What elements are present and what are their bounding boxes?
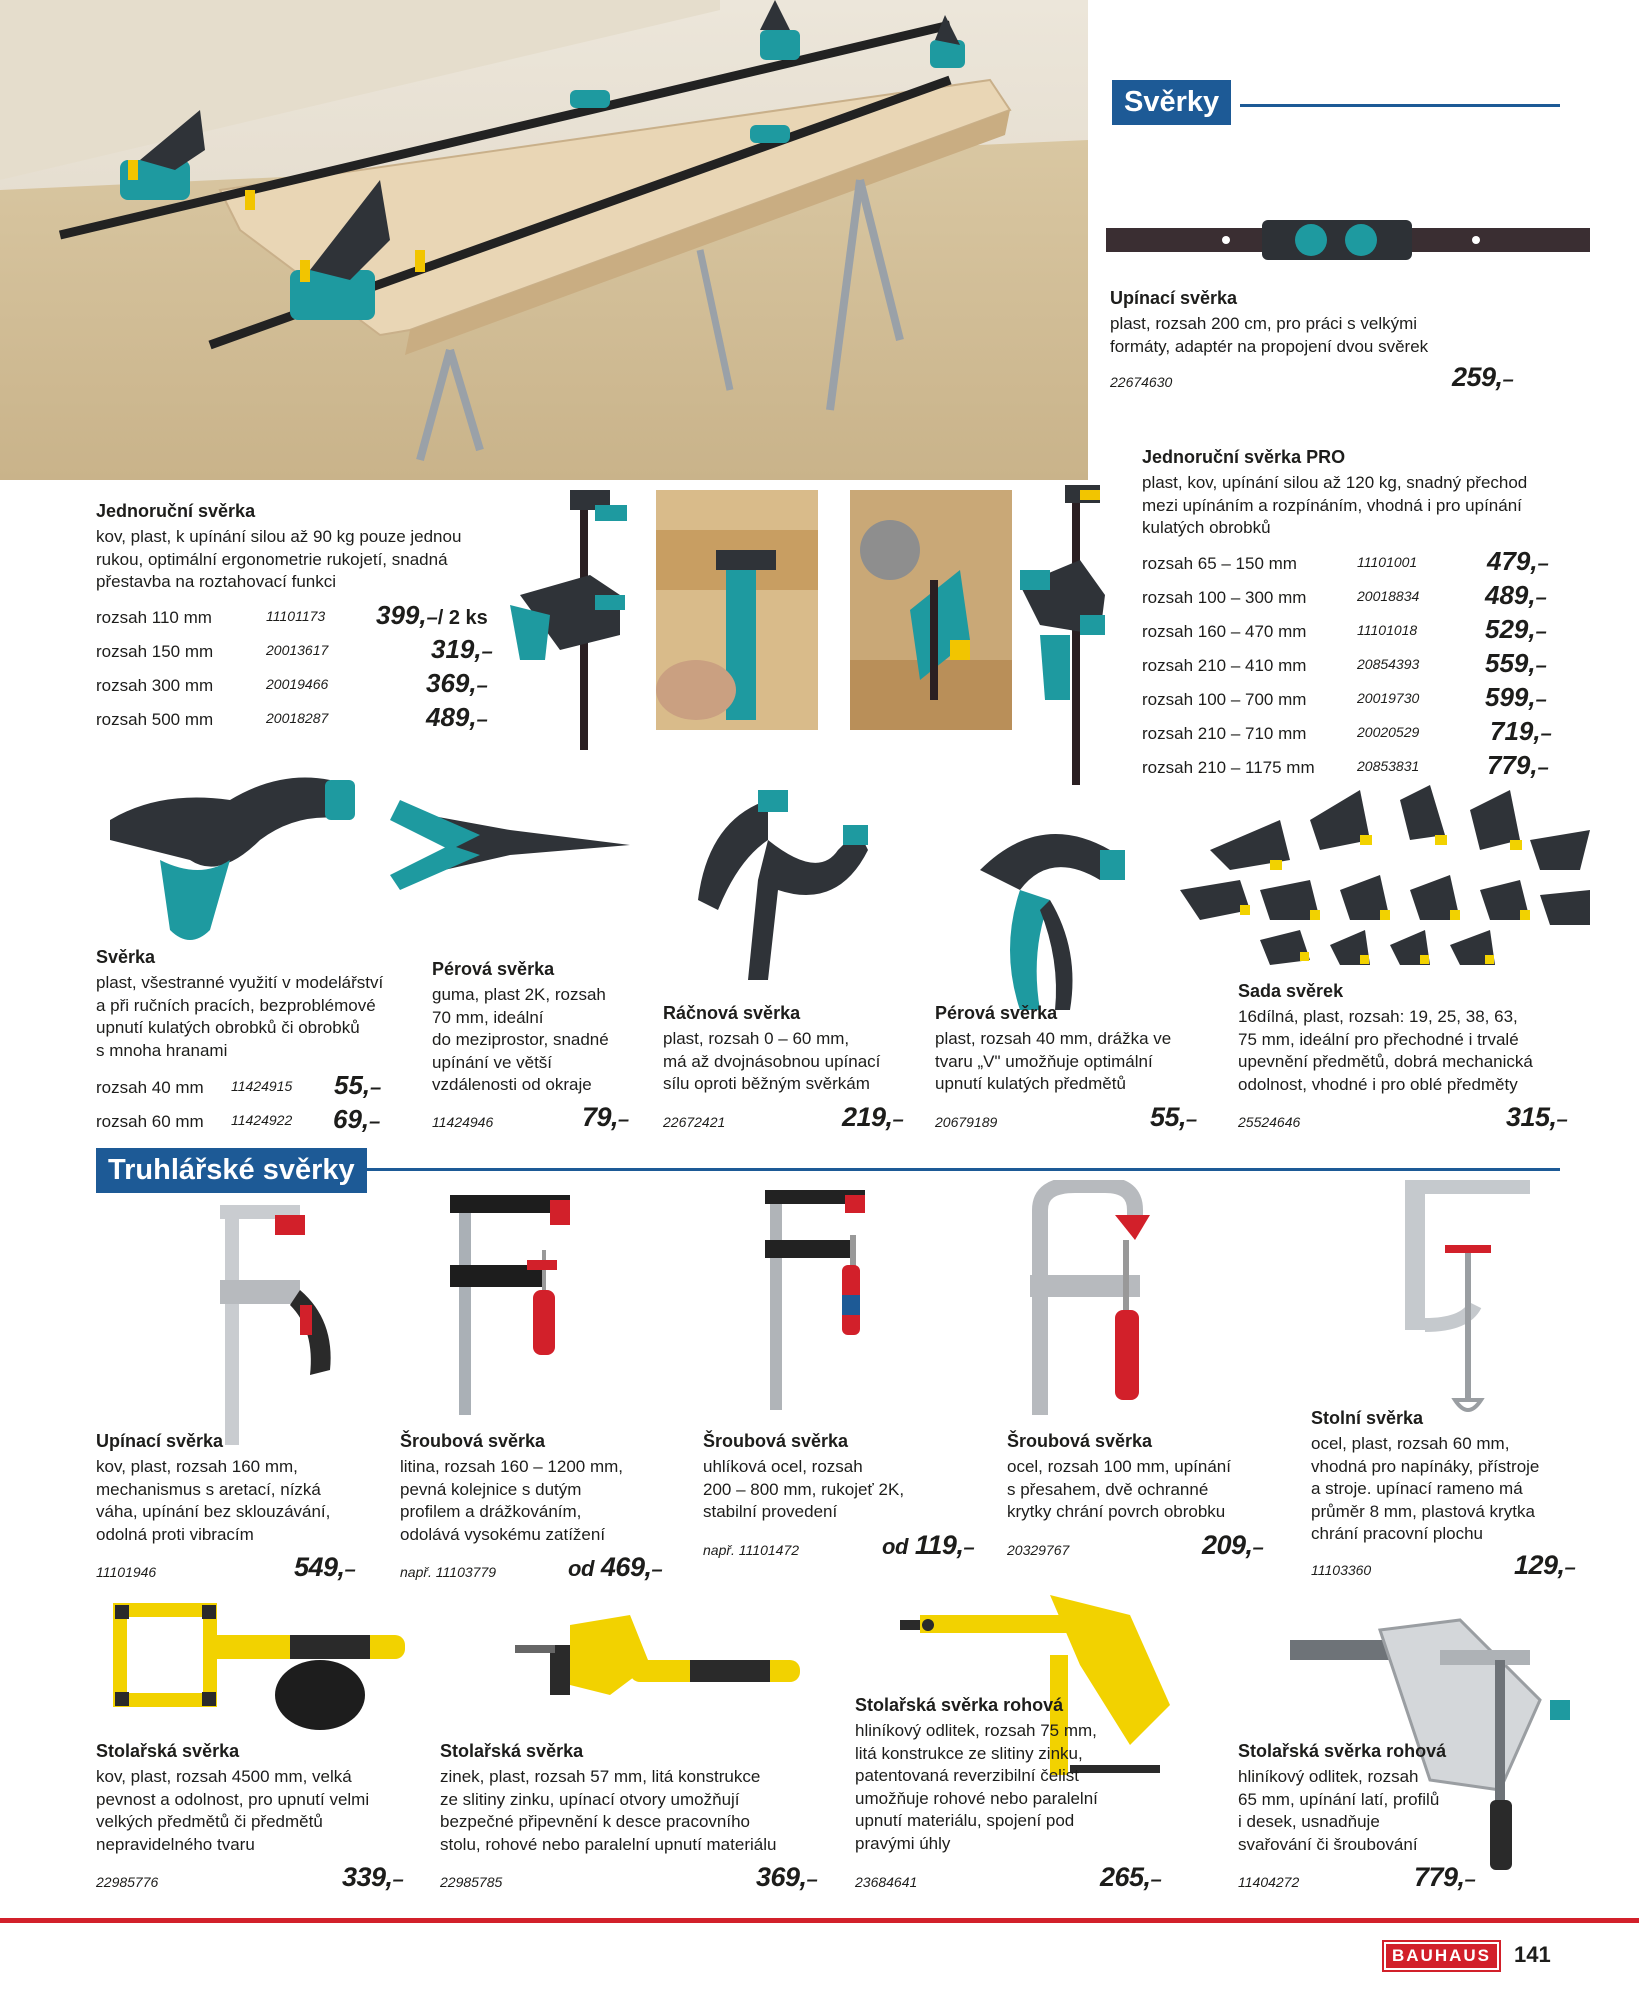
section-divider-truhlarske [360, 1168, 1560, 1171]
row-price [431, 634, 493, 665]
desc-line: stolu, rohové nebo paralelní upnutí materiálu [440, 1834, 777, 1854]
price-value: 315, [1506, 1102, 1557, 1132]
price-value: 219, [842, 1102, 893, 1132]
product-code-stolni: 11103360 [1311, 1562, 1372, 1578]
price-dash: – [1535, 689, 1547, 711]
desc-line: plast, rozsah 40 mm, drážka ve [935, 1029, 1172, 1048]
desc-line: vhodná pro napínáky, přístroje [1311, 1456, 1540, 1476]
price-dash: – [1464, 1869, 1476, 1891]
price-dash: – [1502, 369, 1514, 391]
row-label: rozsah 100 – 700 mm [1142, 690, 1307, 709]
desc-line: průměr 8 mm, plastová krytka [1311, 1501, 1535, 1521]
price-dash: – [892, 1109, 904, 1131]
product-desc-perova-2 [935, 1028, 1171, 1096]
price-row [1142, 648, 1562, 678]
desc-line: zinek, plast, rozsah 57 mm, litá konstrukce [440, 1767, 761, 1786]
row-code: 11101173 [266, 608, 326, 624]
clamp-in-use-photo-2 [850, 490, 1012, 730]
price-row [1142, 546, 1562, 576]
price-dash: – [618, 1109, 629, 1131]
desc-line: plast, kov, upínání silou až 120 kg, snadný přechod [1142, 473, 1528, 492]
price-row [1142, 614, 1562, 644]
page-number: 141 [1514, 1942, 1551, 1967]
product-desc-sada [1238, 1006, 1533, 1096]
price-value: 529, [1485, 614, 1536, 644]
product-name-rohova-2: Stolařská svěrka rohová [1238, 1741, 1447, 1761]
product-name-racnova: Ráčnová svěrka [663, 1003, 801, 1023]
product-price-sada [1506, 1102, 1567, 1133]
row-code: 11424922 [231, 1112, 293, 1128]
product-code-upinaci-top: 22674630 [1110, 374, 1173, 390]
row-code: 20854393 [1357, 656, 1420, 672]
row-label: rozsah 150 mm [96, 642, 214, 661]
price-value: 489, [1485, 580, 1536, 610]
section-divider-sverky [1240, 104, 1560, 107]
product-name-sroubova-3: Šroubová svěrka [1007, 1431, 1153, 1451]
price-dash: – [370, 1077, 382, 1099]
price-value: 209, [1202, 1530, 1253, 1560]
price-value: 69, [333, 1104, 370, 1134]
desc-line: tvaru „V" umožňuje optimální [935, 1051, 1153, 1071]
row-price [334, 1070, 381, 1101]
desc-line: nepravidelného tvaru [96, 1834, 255, 1854]
desc-line: 70 mm, ideální [432, 1007, 544, 1027]
product-name-sada: Sada svěrek [1238, 981, 1344, 1001]
product-price-stolarska-1 [342, 1862, 403, 1893]
price-value: 129, [1514, 1550, 1565, 1580]
product-desc-rohova-1 [855, 1720, 1098, 1855]
product-desc-jednorucni-pro [1142, 472, 1527, 540]
desc-line: guma, plast 2K, rozsah [432, 985, 606, 1004]
row-label: rozsah 210 – 410 mm [1142, 656, 1307, 675]
desc-line: hliníkový odlitek, rozsah [1238, 1767, 1419, 1786]
row-label: rozsah 40 mm [96, 1078, 204, 1097]
desc-line: 75 mm, ideální pro přechodné i trvalé [1238, 1029, 1519, 1049]
desc-line: a při ručních pracích, bezproblémové [96, 995, 376, 1015]
row-code: 20018287 [266, 710, 329, 726]
desc-line: odolnost, vhodné i pro oblé předměty [1238, 1074, 1518, 1094]
perova-svarka-2-image [960, 810, 1130, 1010]
price-dash: – [344, 1559, 356, 1581]
price-dash: – [1537, 757, 1549, 779]
stolarska-svarka-1-image [110, 1600, 410, 1740]
desc-line: plast, rozsah 200 cm, pro práci s velkými [1110, 314, 1418, 333]
price-value: 369, [426, 668, 477, 698]
row-label: rozsah 210 – 1175 mm [1142, 758, 1315, 777]
desc-line: svařování či šroubování [1238, 1834, 1418, 1854]
product-name-sroubova-1: Šroubová svěrka [400, 1431, 546, 1451]
section-title-sverky: Svěrky [1112, 80, 1231, 125]
desc-line: a stroje. upínací rameno má [1311, 1479, 1523, 1498]
price-value: 79, [582, 1102, 619, 1132]
product-name-stolarska-1: Stolařská svěrka [96, 1741, 240, 1761]
price-dash: – [1535, 587, 1547, 609]
price-dash: – [369, 1111, 381, 1133]
row-label: rozsah 160 – 470 mm [1142, 622, 1307, 641]
desc-line: pravými úhly [855, 1833, 951, 1853]
product-code-sada: 25524646 [1238, 1114, 1301, 1130]
rail-clamp-image [1106, 214, 1590, 264]
price-value: 779, [1414, 1862, 1465, 1892]
bauhaus-logo: BAUHAUS [1384, 1942, 1499, 1970]
price-value: 55, [1150, 1102, 1187, 1132]
price-row [96, 634, 516, 664]
price-dash: – [1556, 1109, 1568, 1131]
price-value: 265, [1100, 1862, 1151, 1892]
product-name-sroubova-2: Šroubová svěrka [703, 1431, 849, 1451]
product-code-racnova: 22672421 [663, 1114, 726, 1130]
price-dash: – [1252, 1537, 1264, 1559]
svarka-image [100, 760, 360, 950]
product-name-upinaci-top: Upínací svěrka [1110, 288, 1238, 308]
price-value: 719, [1490, 716, 1541, 746]
price-row [1142, 580, 1562, 610]
desc-line: hliníkový odlitek, rozsah 75 mm, [855, 1721, 1097, 1740]
row-price [1490, 716, 1552, 747]
desc-line: i desek, usnadňuje [1238, 1812, 1380, 1831]
desc-line: upnutí kulatých předmětů [935, 1074, 1126, 1093]
row-label: rozsah 65 – 150 mm [1142, 554, 1297, 573]
row-label: rozsah 60 mm [96, 1112, 204, 1131]
row-price [1487, 750, 1549, 781]
price-value: 369, [756, 1862, 807, 1892]
one-hand-clamp-image [500, 485, 640, 755]
row-price [1487, 546, 1549, 577]
product-price-upinaci-2 [294, 1552, 355, 1583]
product-code-perova-2: 20679189 [935, 1114, 998, 1130]
product-desc-racnova [663, 1028, 880, 1096]
product-price-sroubova-1 [568, 1552, 662, 1583]
price-row [1142, 682, 1562, 712]
price-row [96, 1070, 396, 1100]
price-value: 779, [1487, 750, 1538, 780]
price-value: 55, [334, 1070, 371, 1100]
desc-line: 65 mm, upínání latí, profilů [1238, 1789, 1440, 1809]
row-price [333, 1104, 380, 1135]
row-code: 20019730 [1357, 690, 1420, 706]
desc-line: pevnost a odolnost, pro upnutí velmi [96, 1789, 370, 1809]
product-name-stolni: Stolní svěrka [1311, 1408, 1424, 1428]
desc-line: s přesahem, dvě ochranné [1007, 1479, 1209, 1499]
row-price [1485, 682, 1547, 713]
product-desc-stolni [1311, 1433, 1539, 1546]
desc-line: kov, plast, k upínání silou až 90 kg pouze jednou [96, 527, 462, 546]
product-name-rohova-1: Stolařská svěrka rohová [855, 1695, 1064, 1715]
perova-svarka-1-image [390, 790, 640, 900]
row-label: rozsah 500 mm [96, 710, 214, 729]
product-desc-svarka [96, 972, 383, 1062]
row-code: 20020529 [1357, 724, 1420, 740]
row-label: rozsah 300 mm [96, 676, 214, 695]
desc-line: stabilní provedení [703, 1502, 838, 1521]
product-price-upinaci-top [1452, 362, 1513, 393]
desc-line: ze slitiny zinku, upínací otvory umožňují [440, 1789, 740, 1809]
price-row [96, 1104, 396, 1134]
sroubova-svarka-2-image [760, 1185, 880, 1415]
row-price [426, 668, 488, 699]
product-desc-sroubova-1 [400, 1456, 623, 1546]
upinaci-svarka-image [215, 1200, 345, 1450]
row-price [376, 600, 488, 631]
product-desc-upinaci-top [1110, 313, 1428, 358]
price-dash: – [1150, 1869, 1162, 1891]
price-value: 119, [914, 1530, 964, 1560]
product-code-sroubova-2: např. 11101472 [703, 1542, 800, 1558]
price-dash: – [476, 675, 488, 697]
desc-line: plast, všestranné využití v modelářství [96, 973, 384, 992]
desc-line: do meziprostor, snadné [432, 1030, 609, 1049]
desc-line: upnutí materiálu, spojení pod [855, 1811, 1075, 1830]
row-code: 11424915 [231, 1078, 293, 1094]
row-price [426, 702, 488, 733]
row-code: 20853831 [1357, 758, 1420, 774]
product-code-perova-1: 11424946 [432, 1114, 494, 1130]
desc-line: mechanismus s aretací, nízká [96, 1479, 321, 1499]
desc-line: kov, plast, rozsah 160 mm, [96, 1457, 298, 1476]
price-value: 479, [1487, 546, 1538, 576]
stolni-svarka-image [1385, 1175, 1535, 1425]
product-desc-perova-1 [432, 984, 609, 1097]
product-desc-rohova-2 [1238, 1766, 1439, 1856]
desc-line: ocel, rozsah 100 mm, upínání [1007, 1457, 1231, 1476]
price-dash: – [651, 1559, 663, 1581]
product-code-upinaci-2: 11101946 [96, 1564, 157, 1580]
product-code-stolarska-2: 22985785 [440, 1874, 503, 1890]
price-value: 259, [1452, 362, 1503, 392]
desc-line: profilem a drážkováním, [400, 1502, 582, 1521]
desc-line: plast, rozsah 0 – 60 mm, [663, 1029, 850, 1048]
product-code-sroubova-1: např. 11103779 [400, 1564, 497, 1580]
desc-line: formáty, adaptér na propojení dvou svěrek [1110, 336, 1429, 356]
price-dash: – [1537, 553, 1549, 575]
price-dash: – [426, 607, 438, 629]
desc-line: má až dvojnásobnou upínací [663, 1051, 881, 1071]
desc-line: vzdálenosti od okraje [432, 1075, 592, 1094]
sada-sverek-image [1170, 780, 1610, 980]
desc-line: váha, upínání bez sklouzávání, [96, 1502, 331, 1521]
row-price [1485, 648, 1547, 679]
desc-line: upnutí kulatých obrobků či obrobků [96, 1018, 360, 1037]
hero-photo-workbench [0, 0, 1088, 480]
price-value: 339, [342, 1862, 393, 1892]
price-dash: – [1535, 621, 1547, 643]
price-prefix: od [568, 1556, 594, 1581]
price-row [1142, 750, 1562, 780]
price-value: 319, [431, 634, 482, 664]
desc-line: uhlíková ocel, rozsah [703, 1457, 863, 1476]
desc-line: 16dílná, plast, rozsah: 19, 25, 38, 63, [1238, 1007, 1518, 1026]
desc-line: bezpečné připevnění k desce pracovního [440, 1812, 750, 1831]
product-desc-sroubova-3 [1007, 1456, 1231, 1524]
price-row [96, 600, 516, 630]
row-code: 11101018 [1357, 622, 1418, 638]
product-code-sroubova-3: 20329767 [1007, 1542, 1070, 1558]
desc-line: krytky chrání povrch obrobku [1007, 1502, 1226, 1521]
product-desc-sroubova-2 [703, 1456, 904, 1524]
price-dash: – [1540, 723, 1552, 745]
price-dash: – [1535, 655, 1547, 677]
sroubova-svarka-3-image [1025, 1180, 1165, 1420]
row-label: rozsah 110 mm [96, 608, 212, 627]
desc-line: pevná kolejnice s dutým [400, 1479, 582, 1499]
desc-line: litina, rozsah 160 – 1200 mm, [400, 1457, 624, 1476]
product-name-perova-1: Pérová svěrka [432, 959, 555, 979]
desc-line: odolná proti vibracím [96, 1524, 254, 1544]
product-price-perova-1 [582, 1102, 629, 1133]
price-row [1142, 716, 1562, 746]
product-name-perova-2: Pérová svěrka [935, 1003, 1058, 1023]
product-desc-stolarska-2 [440, 1766, 776, 1856]
price-value: 599, [1485, 682, 1536, 712]
row-code: 20019466 [266, 676, 329, 692]
product-desc-stolarska-1 [96, 1766, 369, 1856]
desc-line: chrání pracovní plochu [1311, 1524, 1483, 1543]
desc-line: odolává vysokému zatížení [400, 1524, 606, 1544]
desc-line: s mnoha hranami [96, 1040, 228, 1060]
price-value: 549, [294, 1552, 345, 1582]
clamp-in-use-photo-1 [656, 490, 818, 730]
price-prefix: od [882, 1534, 908, 1559]
desc-line: upevnění předmětů, dobrá mechanická [1238, 1052, 1533, 1071]
desc-line: 200 – 800 mm, rukojeť 2K, [703, 1479, 905, 1499]
price-dash: – [806, 1869, 818, 1891]
product-name-upinaci-2: Upínací svěrka [96, 1431, 224, 1451]
product-price-rohova-1 [1100, 1862, 1161, 1893]
desc-line: umožňuje rohové nebo paralelní [855, 1788, 1098, 1808]
desc-line: kov, plast, rozsah 4500 mm, velká [96, 1767, 352, 1786]
desc-line: kulatých obrobků [1142, 518, 1271, 537]
product-name-jednorucni-pro: Jednoruční svěrka PRO [1142, 447, 1346, 467]
row-code: 11101001 [1357, 554, 1418, 570]
row-price [1485, 614, 1547, 645]
price-row [96, 702, 516, 732]
stolarska-svarka-2-image [510, 1605, 800, 1735]
product-name-stolarska-2: Stolařská svěrka [440, 1741, 584, 1761]
desc-line: patentovaná reverzibilní čelist [855, 1766, 1079, 1785]
product-name-svarka: Svěrka [96, 947, 156, 967]
product-price-sroubova-2 [882, 1530, 974, 1561]
product-code-rohova-2: 11404272 [1238, 1874, 1300, 1890]
price-value: 489, [426, 702, 477, 732]
product-price-rohova-2 [1414, 1862, 1475, 1893]
desc-line: rukou, optimální ergonometrie rukojetí, snadná [96, 549, 448, 569]
row-label: rozsah 100 – 300 mm [1142, 588, 1307, 607]
price-suffix: / 2 ks [437, 607, 488, 629]
desc-line: upínání ve větší [432, 1052, 553, 1072]
section-title-truhlarske: Truhlářské svěrky [96, 1148, 367, 1193]
product-name-jednorucni: Jednoruční svěrka [96, 501, 256, 521]
price-dash: – [1186, 1109, 1197, 1131]
price-dash: – [476, 709, 488, 731]
racnova-svarka-image [668, 780, 878, 990]
product-price-stolni [1514, 1550, 1575, 1581]
price-value: 399, [376, 600, 427, 630]
price-dash: – [481, 641, 493, 663]
pro-clamp-image [1010, 485, 1120, 795]
price-value: 469, [600, 1552, 652, 1582]
product-price-perova-2 [1150, 1102, 1197, 1133]
desc-line: velkých předmětů či předmětů [96, 1812, 323, 1831]
row-price [1485, 580, 1547, 611]
row-code: 20013617 [266, 642, 329, 658]
desc-line: litá konstrukce ze slitiny zinku, [855, 1743, 1083, 1763]
product-price-racnova [842, 1102, 903, 1133]
product-code-stolarska-1: 22985776 [96, 1874, 159, 1890]
row-label: rozsah 210 – 710 mm [1142, 724, 1307, 743]
price-dash: – [963, 1537, 975, 1559]
footer-divider [0, 1918, 1639, 1923]
product-price-sroubova-3 [1202, 1530, 1263, 1561]
price-dash: – [392, 1869, 404, 1891]
row-code: 20018834 [1357, 588, 1420, 604]
product-desc-upinaci-2 [96, 1456, 330, 1546]
desc-line: ocel, plast, rozsah 60 mm, [1311, 1434, 1510, 1453]
desc-line: přestavba na roztahovací funkci [96, 572, 337, 591]
product-code-rohova-1: 23684641 [855, 1874, 918, 1890]
price-value: 559, [1485, 648, 1536, 678]
desc-line: mezi upínáním a rozpínáním, vhodná i pro upínání [1142, 495, 1522, 515]
price-row [96, 668, 516, 698]
price-dash: – [1564, 1557, 1576, 1579]
product-desc-jednorucni [96, 526, 461, 594]
sroubova-svarka-1-image [445, 1190, 585, 1420]
desc-line: sílu oproti běžným svěrkám [663, 1074, 870, 1093]
product-price-stolarska-2 [756, 1862, 817, 1893]
